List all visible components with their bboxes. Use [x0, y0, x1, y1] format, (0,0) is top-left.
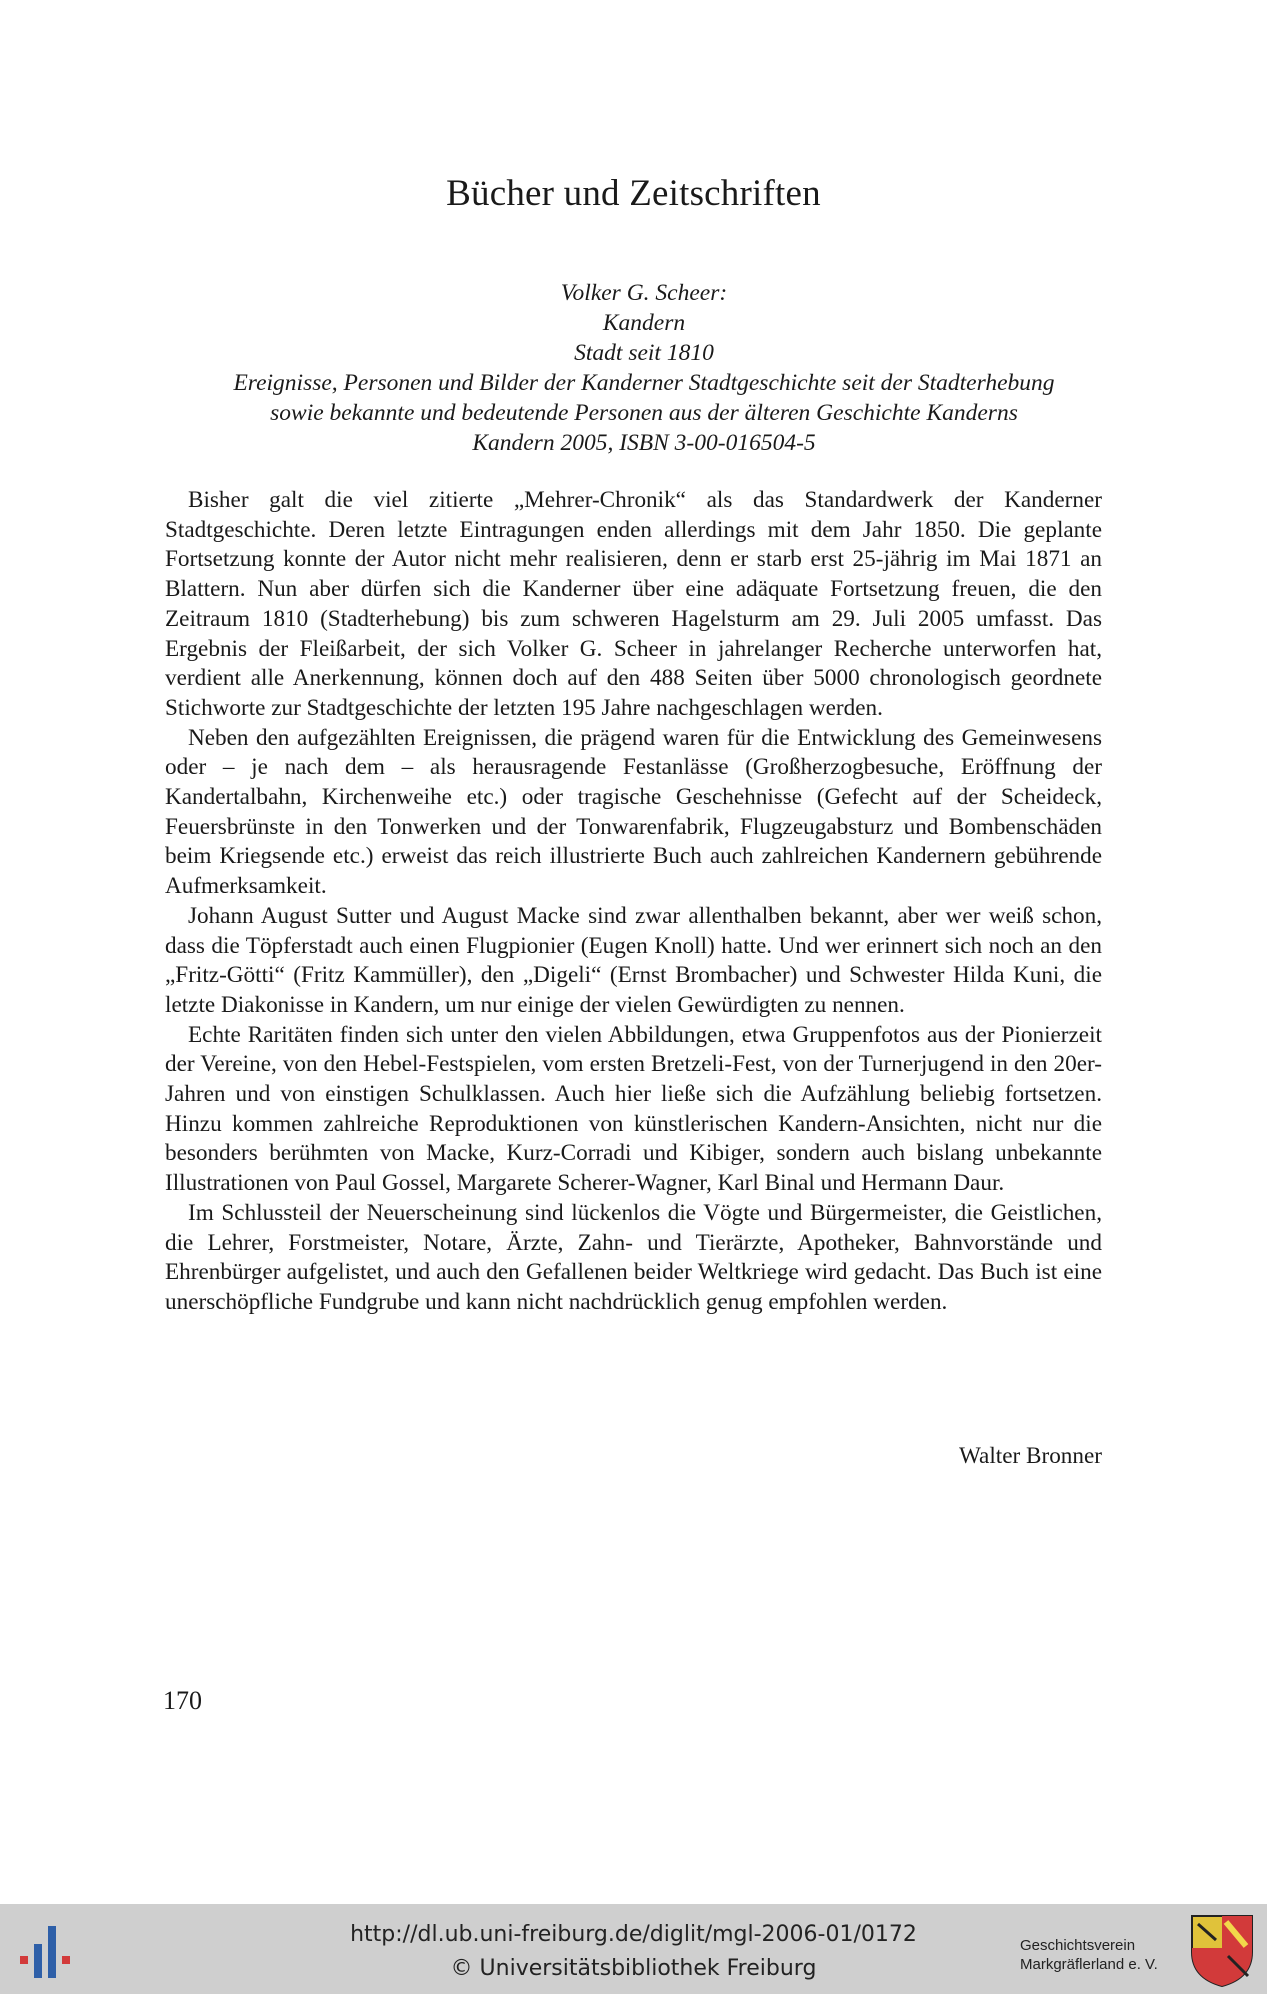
page-number: 170	[163, 1686, 202, 1715]
citation-author: Volker G. Scheer:	[560, 280, 728, 306]
citation-book-title: Kandern	[602, 310, 686, 336]
citation-description-line-1: Ereignisse, Personen und Bilder der Kanderner Stadtgeschichte seit der Stadterhebung	[233, 370, 1055, 396]
paragraph: Johann August Sutter und August Macke sind zwar allenthalben bekannt, aber wer weiß schon, dass die Töpferstadt auch einen Flugpionier (Eugen Knoll) hatte. Und wer erinnert sich noch an den „Fritz-Götti“ (Fritz Kammüller), den „Digeli“ (Ernst Brombacher) und Schwester Hilda Kuni, die letzte Diakonisse in Kandern, um nur einige der vielen Gewürdigten zu nennen.	[165, 902, 1102, 1018]
review-author-signature: Walter Bronner	[959, 1443, 1102, 1469]
paragraph: Im Schlussteil der Neuerscheinung sind lückenlos die Vögte und Bürgermeister, die Geistlichen, die Lehrer, Forstmeister, Notare, Ärzte, Zahn- und Tierärzte, Apotheker, Bahnvorstände und Ehrenbürger aufgelistet, und auch den Gefallenen beider Weltkriege wird gedacht. Das Buch ist eine unerschöpfliche Fundgrube und kann nicht nachdrücklich genug empfohlen werden.	[165, 1199, 1102, 1315]
citation-description-line-2: sowie bekannte und bedeutende Personen aus der älteren Geschichte Kanderns	[270, 400, 1018, 426]
page-title: Bücher und Zeitschriften	[446, 173, 821, 214]
publisher-name	[1020, 1936, 1180, 1974]
copyright-notice: © Universitätsbibliothek Freiburg	[450, 1956, 817, 1981]
book-citation	[160, 278, 1128, 458]
citation-publication: Kandern 2005, ISBN 3-00-016504-5	[472, 430, 816, 456]
paragraph: Neben den aufgezählten Ereignissen, die prägend waren für die Entwicklung des Gemeinwesens oder – je nach dem – als herausragende Festanlässe (Großherzogbesuche, Eröffnung der Kandertalbahn, Kirchenweihe etc.) oder tragische Geschehnisse (Gefecht auf der Scheideck, Feuersbrünste in den Tonwerken und der Tonwarenfabrik, Flugzeugabsturz und Bombenschäden beim Kriegsende etc.) erweist das reich illustrierte Buch auch zahlreichen Kandernern gebührende Aufmerksamkeit.	[165, 724, 1102, 900]
coat-of-arms-icon[interactable]	[1188, 1912, 1256, 1988]
publisher-name-line-1: Geschichtsverein	[1020, 1937, 1136, 1954]
citation-subtitle: Stadt seit 1810	[574, 340, 714, 366]
viewer-footer	[0, 1904, 1267, 1994]
document-url-link[interactable]: http://dl.ub.uni-freiburg.de/diglit/mgl-2006-01/0172	[350, 1922, 917, 1947]
review-body	[165, 486, 1102, 1318]
paragraph: Bisher galt die viel zitierte „Mehrer-Chronik“ als das Standardwerk der Kanderner Stadtgeschichte. Deren letzte Eintragungen enden allerdings mit dem Jahr 1850. Die geplante Fortsetzung konnte der Autor nicht mehr realisieren, denn er starb erst 25-jährig im Mai 1871 an Blattern. Nun aber dürfen sich die Kanderner über eine adäquate Fortsetzung freuen, die den Zeitraum 1810 (Stadterhebung) bis zum schweren Hagelsturm am 29. Juli 2005 umfasst. Das Ergebnis der Fleißarbeit, der sich Volker G. Scheer in jahrelanger Recherche unterworfen hat, verdient alle Anerkennung, können doch auf den 488 Seiten über 5000 chronologisch geordnete Stichworte zur Stadtgeschichte der letzten 195 Jahre nachgeschlagen werden.	[165, 487, 1102, 721]
paragraph: Echte Raritäten finden sich unter den vielen Abbildungen, etwa Gruppenfotos aus der Pionierzeit der Vereine, von den Hebel-Festspielen, vom ersten Bretzeli-Fest, von der Turnerjugend in den 20er-Jahren und von einstigen Schulklassen. Auch hier ließe sich die Aufzählung beliebig fortsetzen. Hinzu kommen zahlreiche Reproduktionen von künstlerischen Kandern-Ansichten, nicht nur die besonders berühmten von Macke, Kurz-Corradi und Kibiger, sondern auch bislang unbekannte Illustrationen von Paul Gossel, Margarete Scherer-Wagner, Karl Binal und Hermann Daur.	[165, 1021, 1102, 1197]
publisher-name-line-2: Markgräflerland e. V.	[1020, 1956, 1158, 1973]
